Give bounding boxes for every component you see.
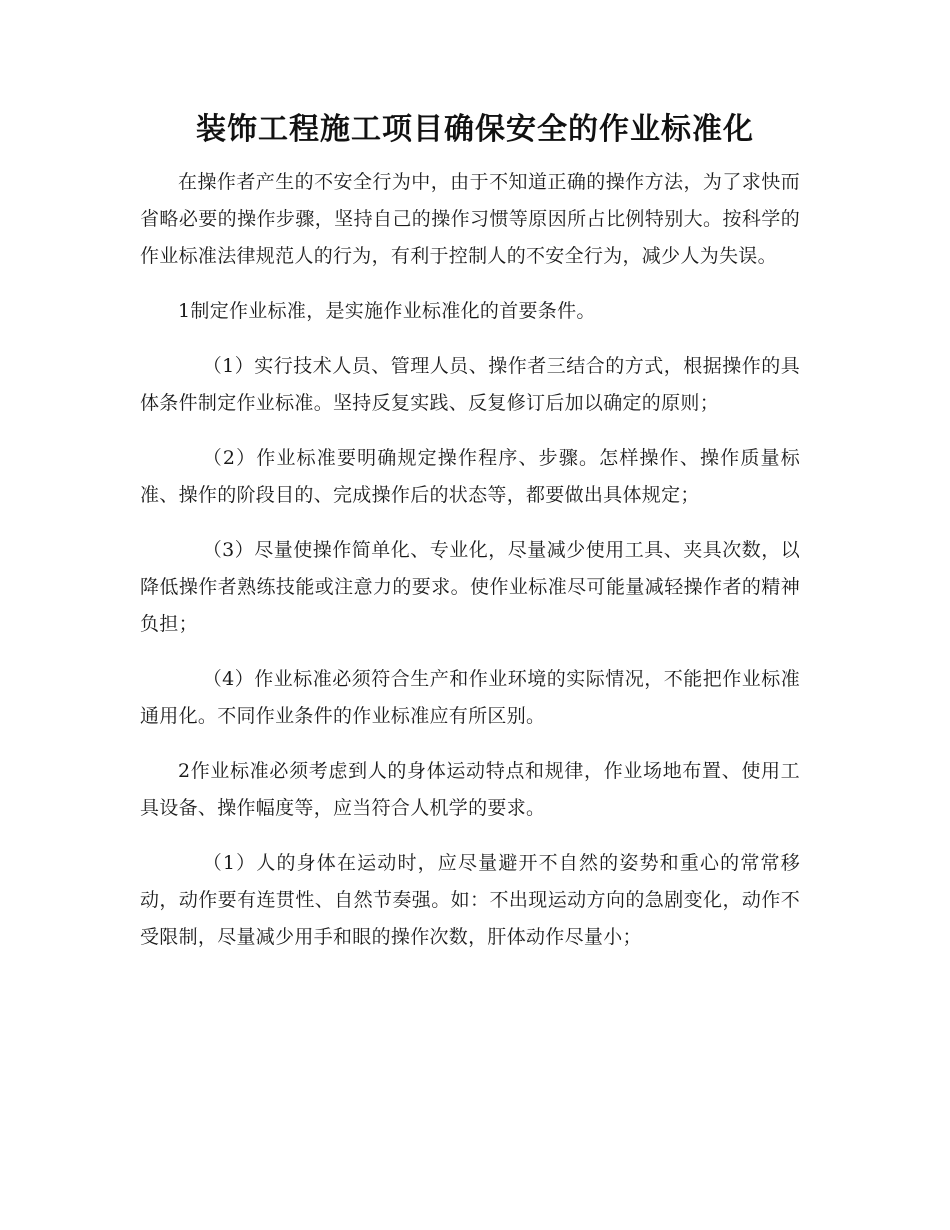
document-body <box>140 164 800 974</box>
paragraph-item-2-1: （1）人的身体在运动时，应尽量避开不自然的姿势和重心的常常移动，动作要有连贯性、自然节奏强。如：不出现运动方向的急剧变化，动作不受限制，尽量减少用手和眼的操作次数，肝体动作尽量小； <box>140 852 800 948</box>
document-title: 装饰工程施工项目确保安全的作业标准化 <box>196 112 754 147</box>
paragraph-item-1-2: （2）作业标准要明确规定操作程序、步骤。怎样操作、操作质量标准、操作的阶段目的、完成操作后的状态等，都要做出具体规定； <box>140 447 800 506</box>
paragraph-item-1-4: （4）作业标准必须符合生产和作业环境的实际情况，不能把作业标准通用化。不同作业条件的作业标准应有所区别。 <box>140 668 800 727</box>
paragraph-item-1-3: （3）尽量使操作简单化、专业化，尽量减少使用工具、夹具次数，以降低操作者熟练技能或注意力的要求。使作业标准尽可能量减轻操作者的精神负担； <box>140 539 800 635</box>
paragraph-item-1-1: （1）实行技术人员、管理人员、操作者三结合的方式，根据操作的具体条件制定作业标准。坚持反复实践、反复修订后加以确定的原则； <box>140 355 800 414</box>
paragraph-section-1: 1制定作业标准，是实施作业标准化的首要条件。 <box>178 300 596 322</box>
paragraph-section-2: 2作业标准必须考虑到人的身体运动特点和规律，作业场地布置、使用工具设备、操作幅度等，应当符合人机学的要求。 <box>140 760 800 819</box>
paragraph-intro: 在操作者产生的不安全行为中，由于不知道正确的操作方法，为了求快而省略必要的操作步骤，坚持自己的操作习惯等原因所占比例特别大。按科学的作业标准法律规范人的行为，有利于控制人的不安全行为，减少人为失误。 <box>140 171 800 267</box>
